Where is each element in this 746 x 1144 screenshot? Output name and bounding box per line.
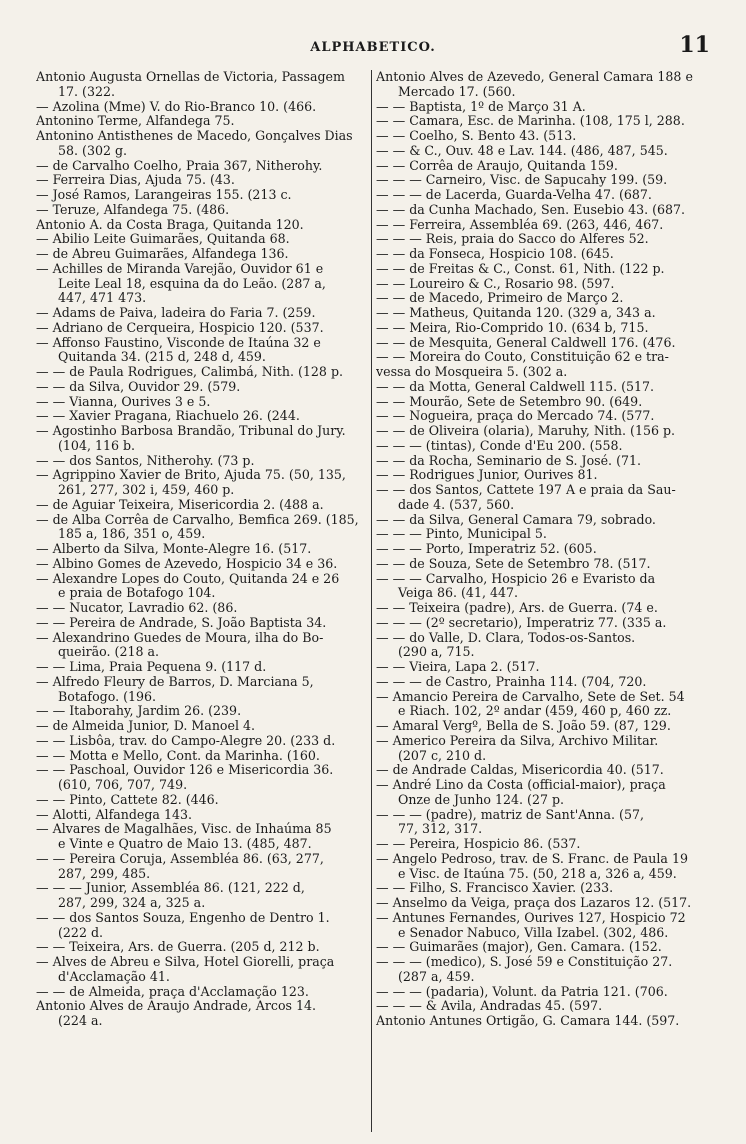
directory-entry-line: — Amancio Pereira de Carvalho, Sete de Set. 54 bbox=[376, 689, 685, 704]
directory-entry-line: — — Paschoal, Ouvidor 126 e Misericordia 36. bbox=[36, 763, 334, 778]
directory-entry-line: — — de Paula Rodrigues, Calimbá, Nith. (128 p. bbox=[36, 365, 344, 379]
right-column bbox=[376, 70, 712, 1130]
directory-entry-line: — — — Carneiro, Visc. de Sapucahy 199. (59. bbox=[376, 173, 668, 188]
directory-entry-line: (104, 116 b. bbox=[58, 438, 136, 453]
directory-entry-line: Antonio A. da Costa Braga, Quitanda 120. bbox=[36, 217, 304, 232]
directory-entry-line: — — Mourão, Sete de Setembro 90. (649. bbox=[376, 394, 643, 409]
directory-entry-line: Antonino Terme, Alfandega 75. bbox=[36, 114, 235, 129]
directory-entry-line: — — de Almeida, praça d'Acclamação 123. bbox=[36, 984, 309, 999]
directory-entry-line: — — Nogueira, praça do Mercado 74. (577. bbox=[376, 409, 655, 424]
page-number: 11 bbox=[679, 32, 710, 58]
directory-entry-line: — Amaral Vergº, Bella de S. João 59. (87, 129. bbox=[376, 719, 671, 733]
directory-entry-line: — Ferreira Dias, Ajuda 75. (43. bbox=[36, 173, 235, 188]
directory-entry-line: — — Lima, Praia Pequena 9. (117 d. bbox=[36, 660, 267, 674]
directory-entry-line: e Visc. de Itaúna 75. (50, 218 a, 326 a, 459. bbox=[398, 866, 677, 881]
directory-entry-line: — — — (tintas), Conde d'Eu 200. (558. bbox=[376, 438, 623, 453]
directory-entry-line: e Riach. 102, 2º andar (459, 460 p, 460 zz. bbox=[398, 704, 672, 719]
directory-entry-line: — Alvares de Magalhães, Visc. de Inhaúma 85 bbox=[36, 822, 332, 837]
directory-entry-line: d'Acclamação 41. bbox=[58, 969, 170, 984]
directory-entry-line: (224 a. bbox=[58, 1014, 103, 1028]
directory-entry-line: 447, 471 473. bbox=[58, 291, 147, 306]
directory-entry-line: Antonio Alves de Araujo Andrade, Arcos 14. bbox=[36, 999, 317, 1014]
directory-entry-line: — — de Oliveira (olaria), Maruhy, Nith. (156 p. bbox=[376, 424, 676, 438]
directory-entry-line: — — Vianna, Ourives 3 e 5. bbox=[36, 394, 211, 409]
directory-entry-line: Antonio Augusta Ornellas de Victoria, Passagem bbox=[36, 70, 345, 84]
directory-entry-line: Quitanda 34. (215 d, 248 d, 459. bbox=[58, 350, 266, 365]
directory-entry-line: — — Ferreira, Assembléa 69. (263, 446, 467. bbox=[376, 217, 664, 232]
page-header bbox=[0, 32, 746, 62]
directory-entry-line: — — Pereira de Andrade, S. João Baptista 34. bbox=[36, 615, 327, 630]
directory-entry-line: — — da Cunha Machado, Sen. Eusebio 43. (687. bbox=[376, 202, 686, 217]
directory-entry-line: — de Aguiar Teixeira, Misericordia 2. (488 a. bbox=[36, 497, 324, 512]
directory-entry-line: — — — (2º secretario), Imperatriz 77. (335 a. bbox=[376, 615, 667, 630]
directory-entry-line: — — — de Lacerda, Guarda-Velha 47. (687. bbox=[376, 188, 652, 202]
directory-entry-line: — — Corrêa de Araujo, Quitanda 159. bbox=[376, 158, 618, 173]
directory-entry-line: e praia de Botafogo 104. bbox=[58, 586, 216, 601]
directory-entry-line: — — Pinto, Cattete 82. (446. bbox=[36, 792, 219, 807]
directory-entry-line: — de Almeida Junior, D. Manoel 4. bbox=[36, 719, 256, 733]
directory-entry-line: — — — (padre), matriz de Sant'Anna. (57, bbox=[376, 807, 644, 822]
directory-entry-line: — — Itaborahy, Jardim 26. (239. bbox=[36, 704, 242, 719]
directory-entry-line: — Alexandre Lopes do Couto, Quitanda 24 e 26 bbox=[36, 571, 340, 586]
directory-entry-line: — — — de Castro, Prainha 114. (704, 720. bbox=[376, 674, 647, 689]
directory-entry-line: 17. (322. bbox=[58, 84, 115, 99]
directory-entry-line: 185 a, 186, 351 o, 459. bbox=[58, 527, 206, 542]
directory-entry-line: — — — Reis, praia do Sacco do Alferes 52. bbox=[376, 232, 649, 247]
directory-entry-line: Antonino Antisthenes de Macedo, Gonçalves Dias bbox=[36, 129, 353, 143]
directory-entry-line: (290 a, 715. bbox=[398, 645, 475, 660]
directory-entry-line: — — Nucator, Lavradio 62. (86. bbox=[36, 601, 238, 615]
directory-entry-line: — — de Macedo, Primeiro de Março 2. bbox=[376, 291, 624, 306]
directory-entry-line: — Affonso Faustino, Visconde de Itaúna 32 e bbox=[36, 335, 321, 350]
directory-entry-line: — Alfredo Fleury de Barros, D. Marciana 5, bbox=[36, 674, 314, 689]
directory-entry-line: — — dos Santos Souza, Engenho de Dentro 1. bbox=[36, 910, 330, 925]
directory-entry-line: Antonio Alves de Azevedo, General Camara 188 e bbox=[376, 70, 693, 84]
directory-entry-line: 261, 277, 302 i, 459, 460 p. bbox=[58, 483, 235, 497]
directory-entry-line: — José Ramos, Larangeiras 155. (213 c. bbox=[36, 188, 292, 202]
directory-entry-line: 287, 299, 485. bbox=[58, 866, 151, 881]
directory-entry-line: — — da Fonseca, Hospicio 108. (645. bbox=[376, 247, 614, 261]
directory-entry-line: (610, 706, 707, 749. bbox=[58, 778, 188, 792]
directory-entry-line: — — Coelho, S. Bento 43. (513. bbox=[376, 129, 577, 143]
directory-entry-line: (222 d. bbox=[58, 925, 104, 940]
directory-entry-line: — — da Silva, Ouvidor 29. (579. bbox=[36, 379, 241, 394]
directory-entry-line: — — Pereira, Hospicio 86. (537. bbox=[376, 837, 581, 851]
directory-entry-line: — — Moreira do Couto, Constituição 62 e tra- bbox=[376, 350, 669, 365]
directory-entry-line: — — Loureiro & C., Rosario 98. (597. bbox=[376, 276, 615, 291]
directory-entry-line: — — de Souza, Sete de Setembro 78. (517. bbox=[376, 556, 651, 571]
directory-entry-line: Onze de Junho 124. (27 p. bbox=[398, 792, 565, 807]
directory-entry-line: — — Filho, S. Francisco Xavier. (233. bbox=[376, 881, 614, 896]
directory-entry-line: — de Carvalho Coelho, Praia 367, Nitherohy. bbox=[36, 158, 323, 173]
directory-entry-line: — — Teixeira (padre), Ars. de Guerra. (74 e. bbox=[376, 601, 658, 615]
directory-entry-line: — — — Junior, Assembléa 86. (121, 222 d, bbox=[36, 881, 305, 896]
directory-entry-line: — Antunes Fernandes, Ourives 127, Hospicio 72 bbox=[376, 910, 686, 925]
directory-entry-line: — Adams de Paiva, ladeira do Faria 7. (259. bbox=[36, 306, 316, 320]
directory-entry-line: — André Lino da Costa (official-maior), praça bbox=[376, 778, 666, 792]
directory-entry-line: — de Andrade Caldas, Misericordia 40. (517. bbox=[376, 763, 664, 778]
directory-entry-line: — — dos Santos, Nitherohy. (73 p. bbox=[36, 453, 255, 468]
directory-entry-line: vessa do Mosqueira 5. (302 a. bbox=[376, 365, 568, 379]
directory-entry-line: — — Teixeira, Ars. de Guerra. (205 d, 212 b. bbox=[36, 940, 320, 955]
directory-entry-line: — — Pereira Coruja, Assembléa 86. (63, 277, bbox=[36, 851, 324, 866]
directory-entry-line: — — de Mesquita, General Caldwell 176. (476. bbox=[376, 335, 676, 350]
directory-entry-line: Antonio Antunes Ortigão, G. Camara 144. (597. bbox=[376, 1014, 680, 1028]
directory-entry-line: — — Xavier Pragana, Riachuelo 26. (244. bbox=[36, 409, 300, 424]
directory-entry-line: — — Matheus, Quitanda 120. (329 a, 343 a. bbox=[376, 306, 656, 320]
directory-entry-line: — Alberto da Silva, Monte-Alegre 16. (517. bbox=[36, 542, 312, 556]
directory-entry-line: — de Alba Corrêa de Carvalho, Bemfica 269. (185, bbox=[36, 512, 359, 527]
directory-entry-line: — Alotti, Alfandega 143. bbox=[36, 807, 192, 822]
directory-entry-line: — — — Carvalho, Hospicio 26 e Evaristo da bbox=[376, 571, 656, 586]
directory-entry-line: — — de Freitas & C., Const. 61, Nith. (122 p. bbox=[376, 261, 665, 276]
directory-entry-line: — Agostinho Barbosa Brandão, Tribunal do Jury. bbox=[36, 424, 346, 438]
directory-entry-line: 287, 299, 324 a, 325 a. bbox=[58, 896, 206, 910]
directory-entry-line: Leite Leal 18, esquina da do Leão. (287 a, bbox=[58, 276, 326, 291]
directory-entry-line: — — da Rocha, Seminario de S. José. (71. bbox=[376, 453, 642, 468]
directory-entry-line: — — dos Santos, Cattete 197 A e praia da Sau- bbox=[376, 483, 676, 497]
directory-entry-line: Veiga 86. (41, 447. bbox=[398, 586, 519, 601]
directory-entry-line: dade 4. (537, 560. bbox=[398, 497, 515, 512]
left-column bbox=[36, 70, 372, 1130]
directory-entry-line: — — Lisbôa, trav. do Campo-Alegre 20. (233 d. bbox=[36, 733, 336, 748]
directory-entry-line: — — — Porto, Imperatriz 52. (605. bbox=[376, 542, 597, 556]
directory-entry-line: — Teruze, Alfandega 75. (486. bbox=[36, 202, 230, 217]
directory-entry-line: — — Guimarães (major), Gen. Camara. (152. bbox=[376, 940, 662, 955]
directory-entry-line: e Senador Nabuco, Villa Izabel. (302, 486. bbox=[398, 925, 669, 940]
directory-entry-line: — — — Pinto, Municipal 5. bbox=[376, 527, 547, 542]
directory-entry-line: — de Abreu Guimarães, Alfandega 136. bbox=[36, 247, 289, 261]
directory-entry-line: — — — & Avila, Andradas 45. (597. bbox=[376, 999, 603, 1014]
directory-entry-line: — Adriano de Cerqueira, Hospicio 120. (537. bbox=[36, 320, 324, 335]
directory-entry-line: — Angelo Pedroso, trav. de S. Franc. de Paula 19 bbox=[376, 851, 688, 866]
directory-entry-line: — — Vieira, Lapa 2. (517. bbox=[376, 660, 540, 674]
directory-entry-line: — — & C., Ouv. 48 e Lav. 144. (486, 487, 545. bbox=[376, 143, 668, 158]
directory-entry-line: — — da Silva, General Camara 79, sobrado. bbox=[376, 512, 656, 527]
directory-entry-line: — — Meira, Rio-Comprido 10. (634 b, 715. bbox=[376, 320, 649, 335]
directory-entry-line: — — — (medico), S. José 59 e Constituição 27. bbox=[376, 955, 673, 969]
directory-entry-line: — Anselmo da Veiga, praça dos Lazaros 12. (517. bbox=[376, 896, 692, 910]
directory-entry-line: e Vinte e Quatro de Maio 13. (485, 487. bbox=[58, 837, 312, 851]
directory-entry-line: — — — (padaria), Volunt. da Patria 121. (706. bbox=[376, 984, 668, 999]
directory-entry-line: — Azolina (Mme) V. do Rio-Branco 10. (466. bbox=[36, 99, 317, 114]
directory-entry-line: — Americo Pereira da Silva, Archivo Militar. bbox=[376, 733, 659, 748]
directory-entry-line: (207 c, 210 d. bbox=[398, 748, 487, 763]
directory-entry-line: Mercado 17. (560. bbox=[398, 84, 516, 99]
directory-entry-line: — — Rodrigues Junior, Ourives 81. bbox=[376, 468, 598, 483]
directory-entry-line: 58. (302 g. bbox=[58, 143, 128, 158]
directory-entry-line: — — Motta e Mello, Cont. da Marinha. (160. bbox=[36, 748, 320, 763]
directory-entry-line: — Albino Gomes de Azevedo, Hospicio 34 e 36. bbox=[36, 556, 338, 571]
directory-entry-line: — Alexandrino Guedes de Moura, ilha do Bo- bbox=[36, 630, 324, 645]
directory-entry-line: — — da Motta, General Caldwell 115. (517. bbox=[376, 379, 655, 394]
directory-entry-line: — Agrippino Xavier de Brito, Ajuda 75. (50, 135, bbox=[36, 468, 346, 483]
directory-entry-line: Botafogo. (196. bbox=[58, 689, 157, 704]
directory-entry-line: — Alves de Abreu e Silva, Hotel Giorelli, praça bbox=[36, 955, 335, 969]
column-divider bbox=[371, 70, 372, 1132]
directory-entry-line: — Achilles de Miranda Varejão, Ouvidor 61 e bbox=[36, 261, 324, 276]
directory-entry-line: — — Camara, Esc. de Marinha. (108, 175 l, 288. bbox=[376, 114, 685, 129]
directory-entry-line: — — Baptista, 1º de Março 31 A. bbox=[376, 99, 586, 114]
directory-entry-line: — — do Valle, D. Clara, Todos-os-Santos. bbox=[376, 630, 636, 645]
directory-entry-line: 77, 312, 317. bbox=[398, 822, 483, 837]
directory-entry-line: — Abilio Leite Guimarães, Quitanda 68. bbox=[36, 232, 290, 247]
directory-entry-line: (287 a, 459. bbox=[398, 969, 475, 984]
page-title: ALPHABETICO. bbox=[310, 40, 436, 55]
directory-entry-line: queirão. (218 a. bbox=[58, 645, 160, 660]
